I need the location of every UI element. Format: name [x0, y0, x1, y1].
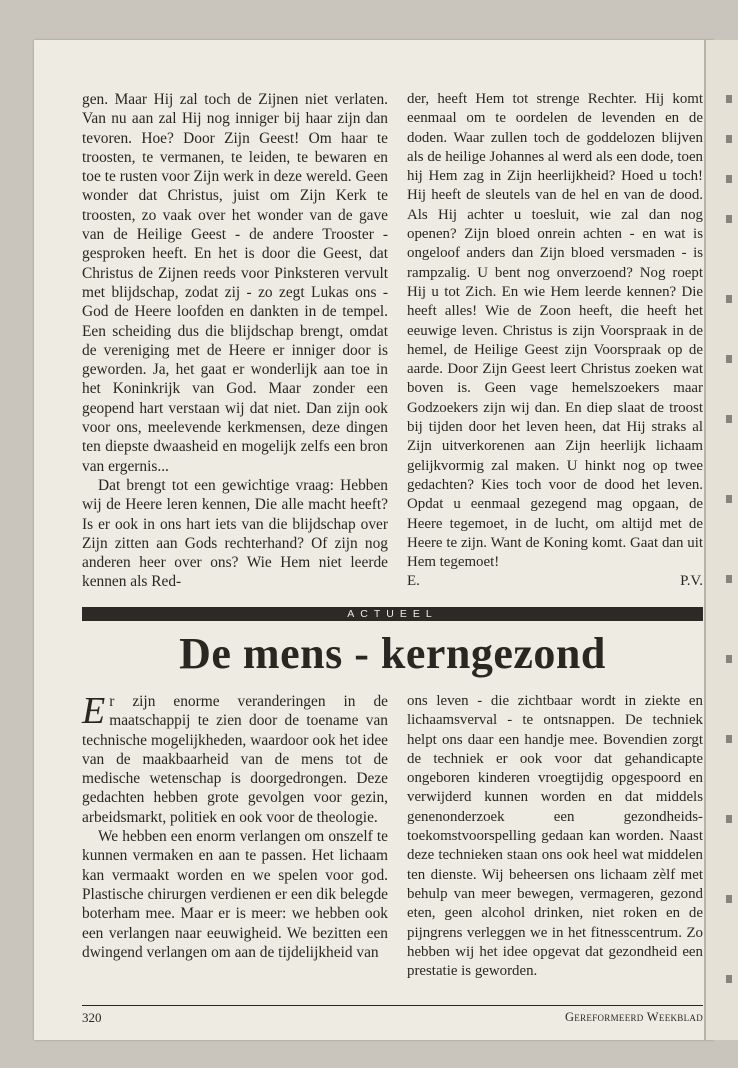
- top-right-paragraph-1: der, heeft Hem tot strenge Rechter. Hij komt eenmaal om te oordelen de levenden en de doden. Waar zullen toch de goddelozen blijven als de heilige Johannes al werd als een dode, toen hij Hem zag in Zijn heerlijkheid? Hoed u toch! Hij heeft de sleutels van de hel en van de dood. Als Hij achter u toesluit, wie zal dan nog openen? Zijn bloed onrein achten - en wat is ongeloof anders dan Zijn bloed versmaden - is rampzalig. U bent nog onverzoend? Nog roept Hij u tot Zich. En wie Hem leerde kennen? Die heeft alles! Wie de Zoon heeft, die heeft het eeuwige leven. Christus is zijn Voorspraak in de hemel, de Heilige Geest zijn Voorspraak op de aarde. Door Zijn Geest leert Christus zoeken wat boven is. Geen vage hemelszoekers maar Godzoekers zijn wij dan. En diep slaat de troost bij tijden door het leven heen, dat Hij straks al Zijn uitverkorenen aan Zijn heerlijk lichaam gelijkvormig zal maken. U hinkt nog op twee gedachten? Kies toch voor de dood het leven. Opdat u eenmaal gezegend mag opgaan, de Heere tegemoet, in de lucht, om altijd met de Heere te zijn. Want de Koning komt. Gaat dan uit Hem tegemoet!: [407, 91, 703, 571]
- signoff-author: P.V.: [680, 573, 703, 590]
- adjacent-page-edge: [704, 40, 738, 1040]
- top-left-paragraph-2: Dat brengt tot een gewichtige vraag: Hebben wij de Heere leren kennen, Die alle macht heeft? Is er ook in ons hart iets van die blijdschap over Zijn zitten aan Gods rechterhand? Of zijn nog anderen heer over ons? Wie Hem niet leerde kennen als Red-: [82, 476, 388, 591]
- section-label-bar: ACTUEEL: [82, 607, 703, 621]
- page-number: 320: [82, 1010, 102, 1025]
- magazine-page: [34, 40, 714, 1040]
- top-article-left-column: [82, 90, 388, 592]
- bottom-left-paragraph-2: We hebben een enorm verlangen om onszelf te kunnen vermaken en aan te passen. Het lichaam kan vermaakt worden en we spelen voor god. Plastische chirurgen verdienen er een dik belegde boterham mee. Maar er is meer: we hebben ook een verlangen naar eeuwigheid. We bezitten een dwingend verlangen om aan de tijdelijkheid van: [82, 828, 388, 961]
- article-headline: De mens - kerngezond: [179, 629, 606, 678]
- bottom-right-paragraph-1: ons leven - die zichtbaar wordt in ziekte en lichaamsverval - te ontsnappen. De techniek helpt ons daar een handje mee. Bovendien zorgt de techniek er ook voor dat gehandicapte ongeboren kinderen vroegtijdig opgespoord en verwijderd kunnen worden en dat middels genenonderzoek een gezondheids-toekomstvoorspelling gedaan kan worden. Naast deze technieken staan ons ook heel wat middelen ten dienste. Wij beheersen ons lichaam zèlf met behulp van meer bewegen, vermageren, gezond eten, geen alcohol drinken, niet roken en de pijngrens verleggen we in het fitnesscentrum. Zo hebben wij het idee opgevat dat gezondheid een prestatie is geworden.: [407, 693, 703, 980]
- drop-cap: E: [82, 690, 106, 732]
- top-article-right-column: [407, 90, 703, 592]
- signoff-initial: E.: [407, 573, 420, 590]
- publication-name: Gereformeerd Weekblad: [564, 1010, 703, 1024]
- top-left-paragraph-1: gen. Maar Hij zal toch de Zijnen niet verlaten. Van nu aan zal Hij nog inniger bij haar zijn dan tevoren. Hoe? Door Zijn Geest! Om haar te troosten, te vermanen, te leiden, te bewaren en toe te rusten voor Zijn werk in deze wereld. Geen wonder dat Christus, juist om Zijn Kerk te troosten, zo vaak over het wonder van de gave van de Heilige Geest - de andere Trooster - gesproken heeft. En het is door die Geest, dat Christus de Zijnen reeds voor Pinksteren vervult met blijdschap, zodat zij - zo zegt Lukas ons - God de Heere loofden en dankten in de tempel. Een scheiding dus die blijdschap brengt, omdat de vereniging met de Heere er inniger door is geworden. Ja, het gaat er wonderlijk aan toe in het Koninkrijk van God. Maar zonder een geopend hart verstaan wij dat niet. Dan zijn ook voor ons, meelevende kerkmensen, deze dingen ten diepste dwaasheid en mogelijk zelfs een bron van ergernis...: [82, 91, 388, 475]
- bottom-article-left-column: [82, 692, 388, 962]
- bottom-left-paragraph-1-text: r zijn enorme veranderingen in de maatschappij te zien door de toename van technische mogelijkheden, waardoor ook het idee van de maakbaarheid van de mens tot de medische wetenschap is doorgedrongen. Deze gedachten hebben grote gevolgen voor gezin, arbeidsmarkt, politiek en ook voor de theologie.: [82, 693, 388, 826]
- bottom-article-right-column: [407, 692, 703, 981]
- bottom-left-paragraph-1: [82, 692, 388, 827]
- footer-divider: [82, 1005, 703, 1006]
- author-signoff: [407, 572, 703, 591]
